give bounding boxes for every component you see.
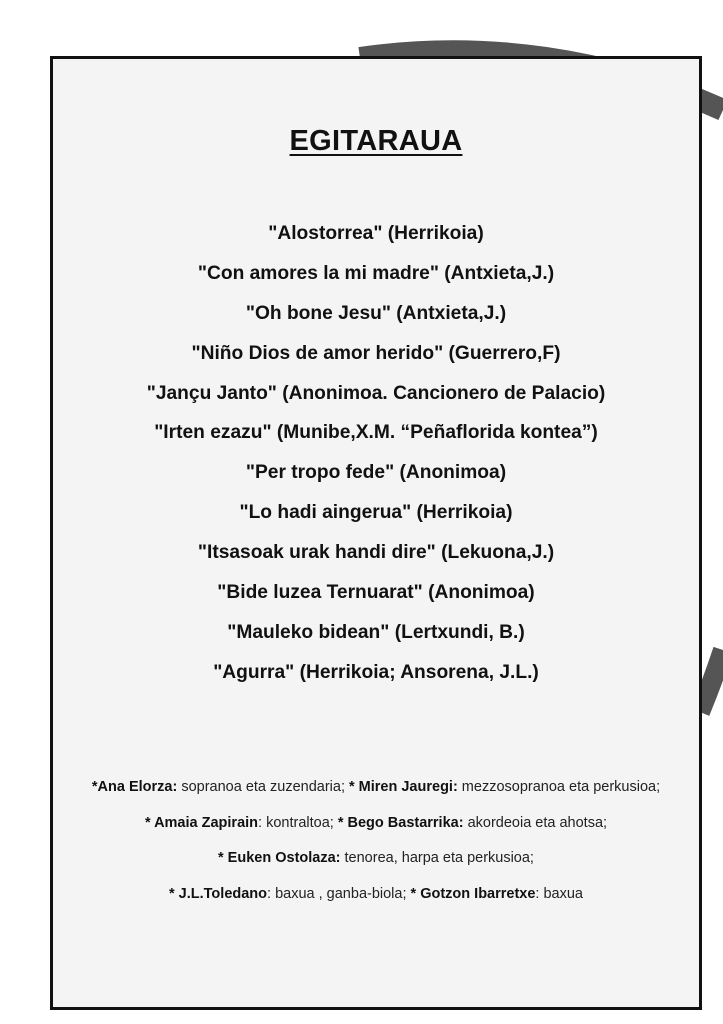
performer-name: * Euken Ostolaza:	[218, 850, 341, 866]
performer-role: tenorea, harpa eta perkusioa;	[340, 850, 534, 866]
performer-role: : kontraltoa;	[258, 814, 338, 831]
programme-item: "Alostorrea" (Herrikoia)	[268, 223, 484, 244]
performers-list	[7, 770, 723, 912]
performer-role: sopranoa eta zuzendaria;	[177, 779, 349, 795]
programme-item: "Jançu Janto" (Anonimoa. Cancionero de Palacio)	[146, 382, 606, 404]
performer-name: * J.L.Toledano	[169, 885, 268, 902]
performers-line	[7, 841, 723, 877]
programme-item: "Oh bone Jesu" (Antxieta,J.)	[245, 302, 507, 324]
performers-line	[7, 806, 723, 842]
performer-role: mezzosopranoa eta perkusioa;	[457, 779, 661, 795]
programme-item: "Itsasoak urak handi dire" (Lekuona,J.)	[197, 542, 555, 564]
performer-name: * Amaia Zapirain	[144, 814, 259, 831]
performer-role: : baxua , ganba-biola;	[267, 885, 411, 902]
performers-line	[7, 877, 723, 913]
performer-name: * Bego Bastarrika:	[337, 814, 464, 831]
performer-name: * Gotzon Ibarretxe	[410, 885, 536, 902]
programme-item: "Agurra" (Herrikoia; Ansorena, J.L.)	[213, 661, 539, 683]
performer-name: *Ana Elorza:	[91, 779, 178, 795]
programme-card	[50, 56, 702, 1010]
programme-item: "Con amores la mi madre" (Antxieta,J.)	[197, 262, 555, 284]
programme-item: "Irten ezazu" (Munibe,X.M. “Peñaflorida kontea”)	[154, 422, 598, 444]
performer-name: * Miren Jauregi:	[349, 779, 458, 795]
programme-item: "Mauleko bidean" (Lertxundi, B.)	[227, 621, 525, 643]
programme-list	[53, 214, 699, 693]
programme-item: "Niño Dios de amor herido" (Guerrero,F)	[191, 342, 561, 364]
performer-role: : baxua	[535, 885, 583, 902]
performer-role: akordeoia eta ahotsa;	[463, 814, 608, 831]
programme-item: "Lo hadi aingerua" (Herrikoia)	[239, 502, 513, 524]
performers-line	[7, 770, 723, 806]
page-title: EGITARAUA	[289, 125, 463, 157]
programme-item: "Per tropo fede" (Anonimoa)	[245, 462, 507, 484]
programme-item: "Bide luzea Ternuarat" (Anonimoa)	[217, 582, 535, 604]
